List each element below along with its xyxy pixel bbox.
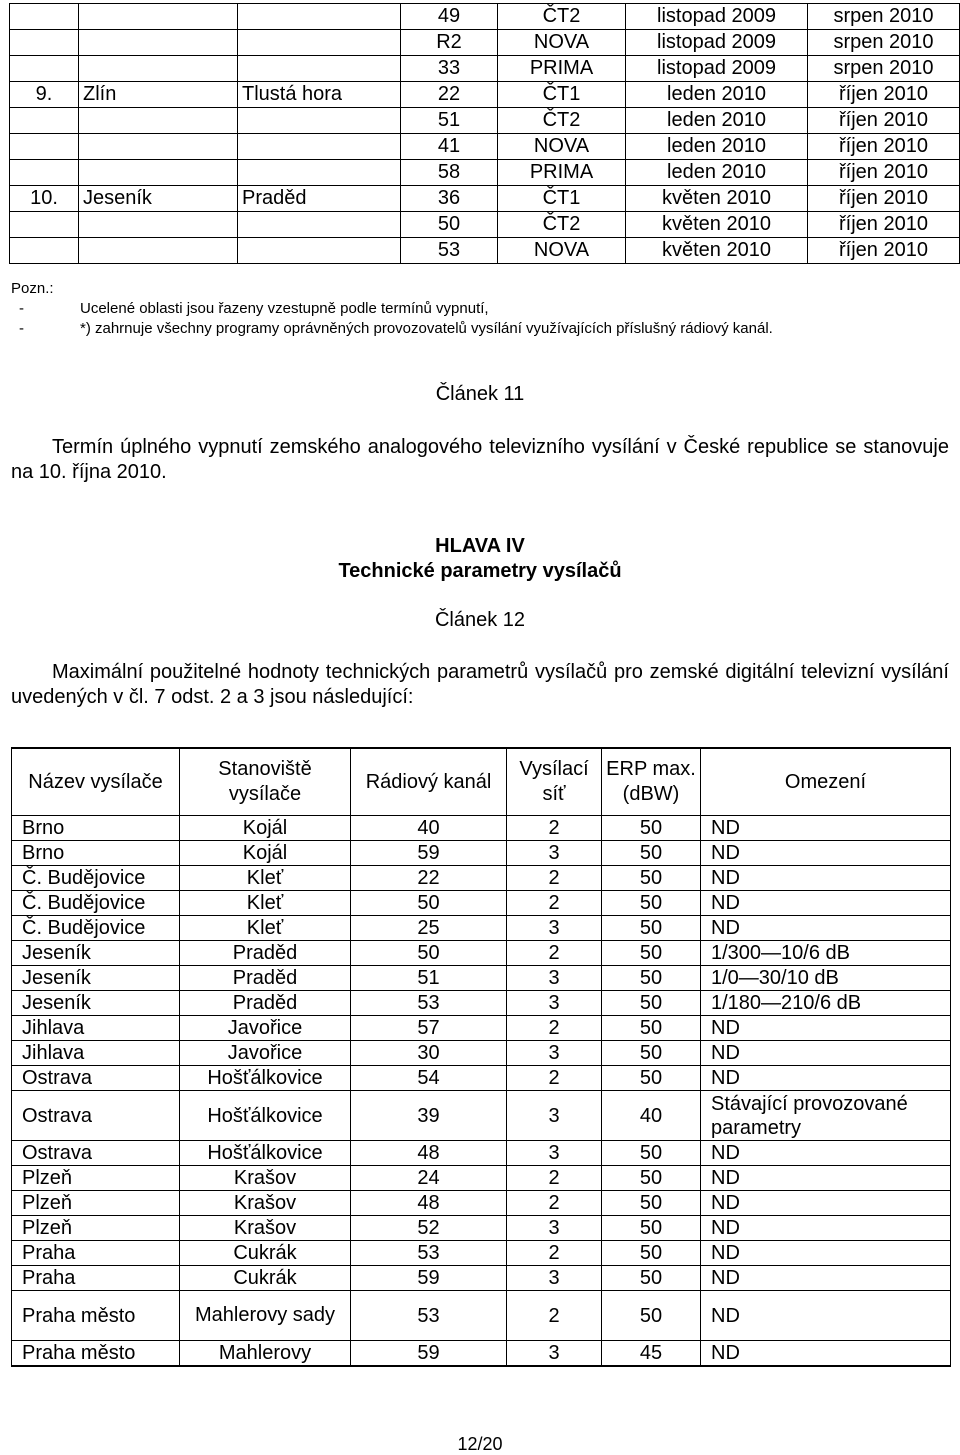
transmitter-cell-site: Krašov	[180, 1166, 351, 1191]
rollout-row	[10, 134, 960, 160]
transmitter-cell-site: Javořice	[180, 1041, 351, 1066]
rollout-cell-multiplex: NOVA	[498, 134, 626, 160]
rollout-cell-row-number	[10, 4, 79, 30]
transmitter-cell-channel: 54	[351, 1066, 507, 1091]
transmitter-cell-transmitter-name: Plzeň	[12, 1191, 180, 1216]
transmitter-cell-transmitter-name: Brno	[12, 816, 180, 841]
transmitter-cell-restriction: ND	[701, 1141, 951, 1166]
transmitter-cell-erp: 50	[602, 866, 701, 891]
notes-heading: Pozn.:	[11, 280, 54, 297]
transmitter-cell-erp: 45	[602, 1341, 701, 1367]
transmitter-cell-site: Cukrák	[180, 1241, 351, 1266]
transmitter-cell-transmitter-name: Č. Budějovice	[12, 891, 180, 916]
transmitter-cell-erp: 50	[602, 1166, 701, 1191]
rollout-cell-multiplex: NOVA	[498, 30, 626, 56]
transmitter-cell-channel: 52	[351, 1216, 507, 1241]
transmitter-cell-site: Cukrák	[180, 1266, 351, 1291]
transmitter-cell-restriction: ND	[701, 1291, 951, 1341]
transmitter-cell-erp: 40	[602, 1091, 701, 1141]
rollout-cell-channel: 36	[401, 186, 498, 212]
rollout-cell-end-date: říjen 2010	[808, 134, 960, 160]
rollout-row	[10, 30, 960, 56]
transmitter-cell-channel: 57	[351, 1016, 507, 1041]
rollout-cell-multiplex: NOVA	[498, 238, 626, 264]
transmitter-cell-channel: 51	[351, 966, 507, 991]
transmitter-cell-channel: 59	[351, 1266, 507, 1291]
rollout-row	[10, 56, 960, 82]
header-restriction: Omezení	[701, 748, 951, 816]
header-network: Vysílací síť	[507, 748, 602, 816]
transmitter-cell-restriction: 1/300—10/6 dB	[701, 941, 951, 966]
transmitter-cell-network: 2	[507, 1191, 602, 1216]
rollout-cell-row-number: 9.	[10, 82, 79, 108]
transmitter-cell-channel: 39	[351, 1091, 507, 1141]
transmitter-cell-restriction: ND	[701, 841, 951, 866]
transmitter-cell-transmitter-name: Praha město	[12, 1341, 180, 1367]
note-dash: -	[19, 320, 24, 337]
transmitter-cell-restriction: ND	[701, 1016, 951, 1041]
transmitter-cell-network: 2	[507, 1241, 602, 1266]
transmitter-cell-transmitter-name: Jihlava	[12, 1041, 180, 1066]
rollout-cell-row-number	[10, 56, 79, 82]
chapter-title: HLAVA IV	[435, 535, 525, 557]
transmitter-cell-erp: 50	[602, 991, 701, 1016]
rollout-cell-multiplex: PRIMA	[498, 160, 626, 186]
transmitter-cell-site: Kleť	[180, 866, 351, 891]
transmitter-row	[12, 1091, 951, 1141]
transmitter-cell-network: 2	[507, 941, 602, 966]
transmitter-cell-transmitter-name: Praha	[12, 1241, 180, 1266]
rollout-cell-channel: R2	[401, 30, 498, 56]
rollout-row	[10, 186, 960, 212]
rollout-row	[10, 160, 960, 186]
transmitter-cell-restriction: ND	[701, 1066, 951, 1091]
rollout-cell-row-number	[10, 160, 79, 186]
transmitter-cell-erp: 50	[602, 1016, 701, 1041]
rollout-cell-site: Praděd	[238, 186, 401, 212]
rollout-cell-row-number	[10, 212, 79, 238]
transmitter-cell-channel: 50	[351, 891, 507, 916]
transmitter-cell-transmitter-name: Ostrava	[12, 1091, 180, 1141]
transmitter-cell-restriction: ND	[701, 1191, 951, 1216]
transmitter-cell-channel: 53	[351, 991, 507, 1016]
transmitter-row	[12, 1266, 951, 1291]
transmitter-row	[12, 1341, 951, 1367]
transmitter-cell-restriction: ND	[701, 1341, 951, 1367]
transmitter-cell-transmitter-name: Jihlava	[12, 1016, 180, 1041]
article-11-text: Termín úplného vypnutí zemského analogového televizního vysílání v České republice se stanovuje na 10. října 2010.	[11, 436, 949, 483]
rollout-row	[10, 238, 960, 264]
rollout-cell-end-date: říjen 2010	[808, 82, 960, 108]
transmitter-cell-channel: 40	[351, 816, 507, 841]
rollout-cell-channel: 51	[401, 108, 498, 134]
rollout-cell-row-number: 10.	[10, 186, 79, 212]
rollout-table	[9, 3, 960, 264]
transmitter-cell-transmitter-name: Jeseník	[12, 941, 180, 966]
transmitter-cell-transmitter-name: Plzeň	[12, 1166, 180, 1191]
rollout-cell-end-date: říjen 2010	[808, 108, 960, 134]
transmitter-row	[12, 916, 951, 941]
rollout-cell-start-date: leden 2010	[626, 134, 808, 160]
transmitter-row	[12, 1291, 951, 1341]
rollout-cell-site	[238, 4, 401, 30]
rollout-row	[10, 108, 960, 134]
transmitter-cell-erp: 50	[602, 1266, 701, 1291]
transmitter-cell-site: Hošťálkovice	[180, 1141, 351, 1166]
note-text: *) zahrnuje všechny programy oprávněných provozovatelů vysílání využívajících příslušný rádiový kanál.	[80, 320, 773, 337]
transmitter-cell-network: 3	[507, 966, 602, 991]
rollout-row	[10, 212, 960, 238]
note-dash: -	[19, 300, 24, 317]
transmitter-cell-site: Hošťálkovice	[180, 1066, 351, 1091]
header-erp: ERP max. (dBW)	[602, 748, 701, 816]
header-site: Stanoviště vysílače	[180, 748, 351, 816]
transmitter-cell-channel: 30	[351, 1041, 507, 1066]
transmitter-cell-site: Krašov	[180, 1216, 351, 1241]
transmitter-row	[12, 891, 951, 916]
rollout-cell-multiplex: PRIMA	[498, 56, 626, 82]
rollout-cell-site	[238, 108, 401, 134]
article-12-title: Článek 12	[434, 609, 526, 631]
notes	[11, 279, 773, 339]
transmitter-cell-erp: 50	[602, 1066, 701, 1091]
transmitter-cell-transmitter-name: Č. Budějovice	[12, 916, 180, 941]
transmitter-cell-site: Mahlerovy	[180, 1341, 351, 1367]
header-channel: Rádiový kanál	[351, 748, 507, 816]
transmitter-cell-site: Kleť	[180, 916, 351, 941]
transmitter-cell-transmitter-name: Ostrava	[12, 1141, 180, 1166]
transmitter-cell-channel: 53	[351, 1291, 507, 1341]
transmitter-cell-network: 2	[507, 1291, 602, 1341]
transmitter-cell-site: Hošťálkovice	[180, 1091, 351, 1141]
transmitter-row	[12, 991, 951, 1016]
transmitter-cell-site: Kojál	[180, 816, 351, 841]
rollout-cell-region	[79, 56, 238, 82]
transmitter-row	[12, 1041, 951, 1066]
article-11-title: Článek 11	[435, 383, 525, 405]
transmitter-cell-channel: 50	[351, 941, 507, 966]
rollout-cell-multiplex: ČT1	[498, 82, 626, 108]
note-item	[11, 299, 773, 319]
rollout-cell-channel: 22	[401, 82, 498, 108]
rollout-cell-channel: 49	[401, 4, 498, 30]
rollout-cell-start-date: květen 2010	[626, 212, 808, 238]
transmitter-cell-erp: 50	[602, 816, 701, 841]
transmitter-cell-channel: 53	[351, 1241, 507, 1266]
rollout-cell-start-date: leden 2010	[626, 108, 808, 134]
rollout-cell-channel: 50	[401, 212, 498, 238]
transmitter-cell-erp: 50	[602, 1191, 701, 1216]
transmitter-cell-erp: 50	[602, 841, 701, 866]
transmitter-cell-network: 2	[507, 1016, 602, 1041]
transmitter-row	[12, 841, 951, 866]
transmitter-cell-network: 2	[507, 866, 602, 891]
transmitter-cell-network: 3	[507, 1141, 602, 1166]
transmitter-cell-channel: 48	[351, 1141, 507, 1166]
rollout-cell-region: Zlín	[79, 82, 238, 108]
transmitter-cell-network: 3	[507, 841, 602, 866]
transmitter-table	[11, 747, 951, 1367]
article-12-text: Maximální použitelné hodnoty technických parametrů vysílačů pro zemské digitální televizní vysílání uvedených v čl. 7 odst. 2 a 3 jsou následující:	[11, 661, 949, 708]
rollout-cell-region	[79, 212, 238, 238]
transmitter-cell-channel: 25	[351, 916, 507, 941]
transmitter-cell-channel: 24	[351, 1166, 507, 1191]
rollout-cell-region	[79, 160, 238, 186]
rollout-cell-region	[79, 134, 238, 160]
transmitter-cell-site: Kojál	[180, 841, 351, 866]
transmitter-cell-restriction: 1/180—210/6 dB	[701, 991, 951, 1016]
transmitter-cell-restriction: ND	[701, 1166, 951, 1191]
rollout-cell-row-number	[10, 238, 79, 264]
transmitter-cell-restriction: ND	[701, 1216, 951, 1241]
rollout-cell-site	[238, 160, 401, 186]
transmitter-cell-erp: 50	[602, 1041, 701, 1066]
transmitter-row	[12, 1016, 951, 1041]
transmitter-cell-network: 3	[507, 1266, 602, 1291]
rollout-cell-region	[79, 108, 238, 134]
rollout-cell-end-date: srpen 2010	[808, 56, 960, 82]
transmitter-cell-site: Krašov	[180, 1191, 351, 1216]
transmitter-cell-erp: 50	[602, 1241, 701, 1266]
transmitter-cell-channel: 59	[351, 1341, 507, 1367]
rollout-cell-start-date: leden 2010	[626, 82, 808, 108]
rollout-cell-region	[79, 238, 238, 264]
header-transmitter-name: Název vysílače	[12, 748, 180, 816]
transmitter-row	[12, 1191, 951, 1216]
note-item	[11, 319, 773, 339]
transmitter-cell-network: 3	[507, 991, 602, 1016]
rollout-cell-region: Jeseník	[79, 186, 238, 212]
transmitter-row	[12, 941, 951, 966]
rollout-cell-region	[79, 30, 238, 56]
rollout-table-body	[10, 4, 960, 264]
chapter-subtitle: Technické parametry vysílačů	[338, 560, 622, 582]
rollout-cell-row-number	[10, 30, 79, 56]
transmitter-row	[12, 1141, 951, 1166]
rollout-cell-end-date: srpen 2010	[808, 30, 960, 56]
transmitter-cell-network: 2	[507, 816, 602, 841]
rollout-cell-channel: 58	[401, 160, 498, 186]
transmitter-table-body	[12, 816, 951, 1367]
transmitter-cell-erp: 50	[602, 891, 701, 916]
rollout-cell-start-date: listopad 2009	[626, 56, 808, 82]
rollout-cell-end-date: říjen 2010	[808, 160, 960, 186]
rollout-cell-start-date: listopad 2009	[626, 4, 808, 30]
transmitter-cell-erp: 50	[602, 1291, 701, 1341]
transmitter-row	[12, 816, 951, 841]
transmitter-row	[12, 866, 951, 891]
transmitter-table-header	[12, 748, 951, 816]
rollout-cell-site	[238, 56, 401, 82]
transmitter-cell-channel: 59	[351, 841, 507, 866]
rollout-cell-end-date: říjen 2010	[808, 186, 960, 212]
transmitter-cell-restriction: ND	[701, 1041, 951, 1066]
transmitter-cell-transmitter-name: Č. Budějovice	[12, 866, 180, 891]
transmitter-cell-transmitter-name: Jeseník	[12, 966, 180, 991]
note-text: Ucelené oblasti jsou řazeny vzestupně podle termínů vypnutí,	[80, 300, 489, 317]
transmitter-cell-network: 3	[507, 1216, 602, 1241]
rollout-cell-multiplex: ČT2	[498, 212, 626, 238]
transmitter-cell-network: 3	[507, 1341, 602, 1367]
transmitter-cell-transmitter-name: Praha město	[12, 1291, 180, 1341]
transmitter-cell-network: 2	[507, 891, 602, 916]
transmitter-cell-erp: 50	[602, 966, 701, 991]
transmitter-cell-site: Praděd	[180, 941, 351, 966]
transmitter-cell-channel: 48	[351, 1191, 507, 1216]
rollout-cell-multiplex: ČT1	[498, 186, 626, 212]
transmitter-cell-restriction: Stávající provozované parametry	[701, 1091, 951, 1141]
rollout-cell-site	[238, 134, 401, 160]
transmitter-cell-network: 3	[507, 1041, 602, 1066]
rollout-cell-site	[238, 212, 401, 238]
transmitter-cell-network: 2	[507, 1166, 602, 1191]
rollout-cell-multiplex: ČT2	[498, 108, 626, 134]
transmitter-cell-restriction: ND	[701, 866, 951, 891]
transmitter-row	[12, 966, 951, 991]
transmitter-cell-transmitter-name: Jeseník	[12, 991, 180, 1016]
transmitter-cell-transmitter-name: Ostrava	[12, 1066, 180, 1091]
transmitter-cell-transmitter-name: Plzeň	[12, 1216, 180, 1241]
transmitter-cell-erp: 50	[602, 1216, 701, 1241]
rollout-cell-multiplex: ČT2	[498, 4, 626, 30]
transmitter-cell-erp: 50	[602, 1141, 701, 1166]
transmitter-cell-site: Mahlerovy sady	[180, 1291, 351, 1341]
rollout-cell-start-date: listopad 2009	[626, 30, 808, 56]
rollout-cell-start-date: květen 2010	[626, 186, 808, 212]
transmitter-cell-transmitter-name: Brno	[12, 841, 180, 866]
transmitter-cell-restriction: ND	[701, 1241, 951, 1266]
transmitter-cell-site: Javořice	[180, 1016, 351, 1041]
transmitter-cell-restriction: ND	[701, 816, 951, 841]
transmitter-cell-network: 3	[507, 916, 602, 941]
transmitter-row	[12, 1241, 951, 1266]
transmitter-cell-network: 2	[507, 1066, 602, 1091]
rollout-cell-start-date: leden 2010	[626, 160, 808, 186]
rollout-cell-end-date: říjen 2010	[808, 238, 960, 264]
transmitter-cell-transmitter-name: Praha	[12, 1266, 180, 1291]
rollout-cell-channel: 53	[401, 238, 498, 264]
rollout-cell-region	[79, 4, 238, 30]
transmitter-row	[12, 1066, 951, 1091]
rollout-cell-channel: 33	[401, 56, 498, 82]
rollout-cell-row-number	[10, 134, 79, 160]
rollout-cell-channel: 41	[401, 134, 498, 160]
rollout-cell-row-number	[10, 108, 79, 134]
rollout-cell-site: Tlustá hora	[238, 82, 401, 108]
transmitter-cell-erp: 50	[602, 941, 701, 966]
transmitter-cell-site: Kleť	[180, 891, 351, 916]
transmitter-cell-erp: 50	[602, 916, 701, 941]
rollout-row	[10, 82, 960, 108]
rollout-row	[10, 4, 960, 30]
rollout-cell-site	[238, 30, 401, 56]
transmitter-cell-site: Praděd	[180, 991, 351, 1016]
rollout-cell-end-date: říjen 2010	[808, 212, 960, 238]
page-number: 12/20	[457, 1434, 503, 1454]
transmitter-row	[12, 1216, 951, 1241]
transmitter-cell-restriction: ND	[701, 1266, 951, 1291]
transmitter-cell-restriction: ND	[701, 891, 951, 916]
rollout-cell-end-date: srpen 2010	[808, 4, 960, 30]
transmitter-cell-network: 3	[507, 1091, 602, 1141]
transmitter-cell-site: Praděd	[180, 966, 351, 991]
transmitter-cell-channel: 22	[351, 866, 507, 891]
rollout-cell-site	[238, 238, 401, 264]
transmitter-cell-restriction: ND	[701, 916, 951, 941]
transmitter-cell-restriction: 1/0—30/10 dB	[701, 966, 951, 991]
rollout-cell-start-date: květen 2010	[626, 238, 808, 264]
transmitter-row	[12, 1166, 951, 1191]
